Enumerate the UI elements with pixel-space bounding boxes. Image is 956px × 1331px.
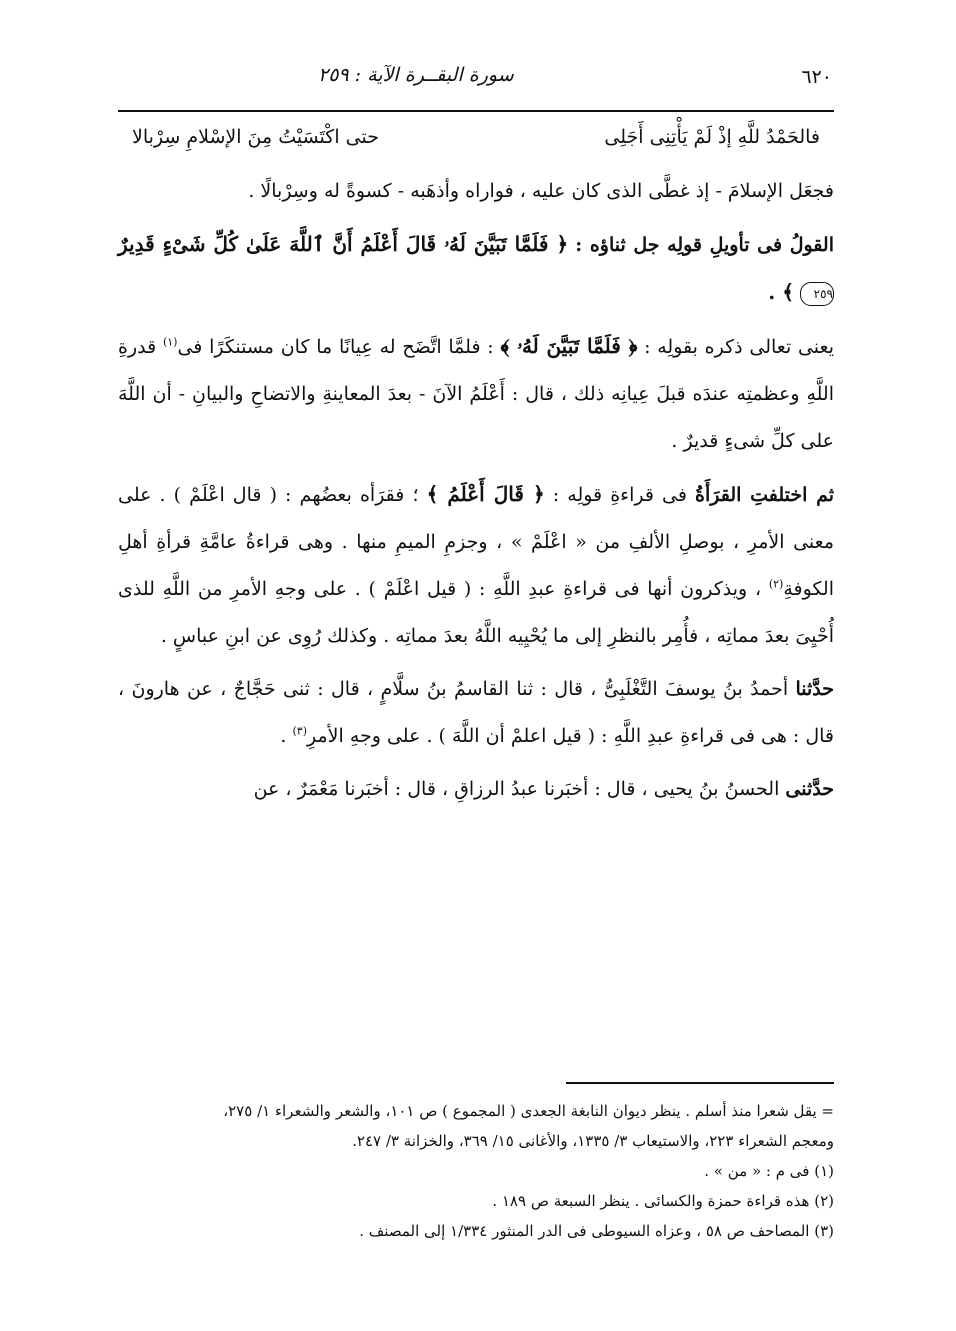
paragraph-5 <box>118 666 834 760</box>
paragraph-2 <box>118 221 834 317</box>
footnote-ref-2: (٢) <box>768 577 784 591</box>
section-heading: القولُ فى تأويلِ قولِه جل ثناؤه : <box>575 234 834 256</box>
ayah-number-marker: ٢٥٩ <box>800 282 834 306</box>
paragraph-3-text-a: يعنى تعالى ذكره بقولِه : <box>644 336 834 358</box>
page <box>118 58 835 1240</box>
footnote-2: (٢) هذه قراءة حمزة والكسائى . ينظر السبعة ص ١٨٩ . <box>492 1192 834 1210</box>
quran-verse-end: ﴾ . <box>768 280 794 304</box>
poem-hemistich-1: فالحَمْدُ للَّهِ إذْ لَمْ يَأْتِنِى أَجَلِى <box>604 126 820 148</box>
quran-verse: ﴿ فَلَمَّا تَبَيَّنَ لَهُۥ قَالَ أَعْلَمُ أَنَّ ٱللَّهَ عَلَىٰ كُلِّ شَىْءٍ قَدِيرٌ <box>118 232 569 256</box>
poem-verse <box>118 126 834 168</box>
page-number: ٦٢٠ <box>801 66 832 88</box>
footnotes <box>118 1096 834 1246</box>
paragraph-4-text-c: ، ويذكرون أنها فى قراءةِ عبدِ اللَّهِ : ( قيل اعْلَمْ ) . على وجهِ الأمرِ من اللَّهِ للذى أُحْيِىَ بعدَ مماتِه ، فأُمِر بالنظرِ إلى ما يُحْيِيه اللَّهُ بعدَ مماتِه . وكذلك رُوِى عن ابنِ عباسٍ . <box>118 578 834 647</box>
paragraph-4 <box>118 471 834 660</box>
footnote-3: (٣) المصاحف ص ٥٨ ، وعزاه السيوطى فى الدر المنثور ١/٣٣٤ إلى المصنف . <box>359 1222 834 1240</box>
quran-verse: ﴿ فَلَمَّا تَبَيَّنَ لَهُۥ ﴾ <box>500 334 638 358</box>
footnote-1: (١) فى م : « من » . <box>704 1162 834 1180</box>
footnote-ref-1: (١) <box>162 335 178 349</box>
quran-verse: ﴿ قَالَ أَعْلَمُ ﴾ <box>426 482 545 506</box>
paragraph-4-text-a: فى قراءةِ قولِه : <box>552 484 687 506</box>
footnote-ref-3: (٣) <box>292 724 307 738</box>
paragraph-1-text: فجعَل الإسلامَ - إذ غطَّى الذى كان عليه ، فواراه وأذهَبه - كسوةً له وسِرْبالًا . <box>248 180 834 202</box>
paragraph-3-text-b: : فلمَّا اتَّضَح له عِيانًا ما كان مستنكَرًا فى <box>177 336 494 358</box>
paragraph-5-text: أحمدُ بنُ يوسفَ التَّغْلَبِىُّ ، قال : ثنا القاسمُ بنُ سلَّامٍ ، قال : ثنى حَجَّاجٌ ، عن هارونَ ، قال : هى فى قراءةِ عبدِ اللَّهِ : ( قيل اعلمْ أن اللَّهَ ) . على وجهِ الأمرِ <box>118 678 834 747</box>
paragraph-4-text-b: ؛ فقرَأه بعضُهم : ( قال اعْلَمْ ) . على معنى الأمرِ ، بوصلِ الألفِ من « اعْلَمْ » ، وجزمِ الميمِ منها . وهى قراءةُ عامَّةِ قرأةِ أهلِ الكوفةِ <box>118 484 834 600</box>
page-header <box>118 58 834 112</box>
footnote-divider <box>566 1082 834 1084</box>
paragraph-3 <box>118 323 834 465</box>
paragraph-3-text-c: قدرةِ اللَّهِ وعظمتِه عندَه قبلَ عِيانِه ذلك ، قال : أَعْلَمُ الآنَ - بعدَ المعاينةِ والاتضاحِ والبيانِ - أن اللَّهَ على كلِّ شىءٍ قديرٌ . <box>118 336 834 452</box>
paragraph-1 <box>118 168 834 215</box>
hadith-lead: حدَّثنى <box>785 778 834 800</box>
paragraph-5-end: . <box>280 725 287 747</box>
paragraph-6-text: الحسنُ بنُ يحيى ، قال : أخبَرنا عبدُ الرزاقِ ، قال : أخبَرنا مَعْمَرٌ ، عن <box>253 778 780 800</box>
hadith-lead: حدَّثنا <box>795 678 834 700</box>
paragraph-6 <box>118 766 834 813</box>
running-title: سورة البقــرة الآية : ٢٥٩ <box>318 64 514 86</box>
poem-hemistich-2: حتى اكْتَسَيْتُ مِنَ الإسْلامِ سِرْبالا <box>132 126 379 148</box>
paragraph-4-lead: ثم اختلفتِ القرَأَةُ <box>695 484 835 506</box>
footnote-continuation-1: = يقل شعرا منذ أسلم . ينظر ديوان النابغة الجعدى ( المجموع ) ص ١٠١، والشعر والشعراء ١/ ٢٧٥، <box>223 1102 834 1120</box>
footnote-continuation-2: ومعجم الشعراء ٢٢٣، والاستيعاب ٣/ ١٣٣٥، والأغانى ١٥/ ٣٦٩، والخزانة ٣/ ٢٤٧. <box>352 1132 834 1150</box>
